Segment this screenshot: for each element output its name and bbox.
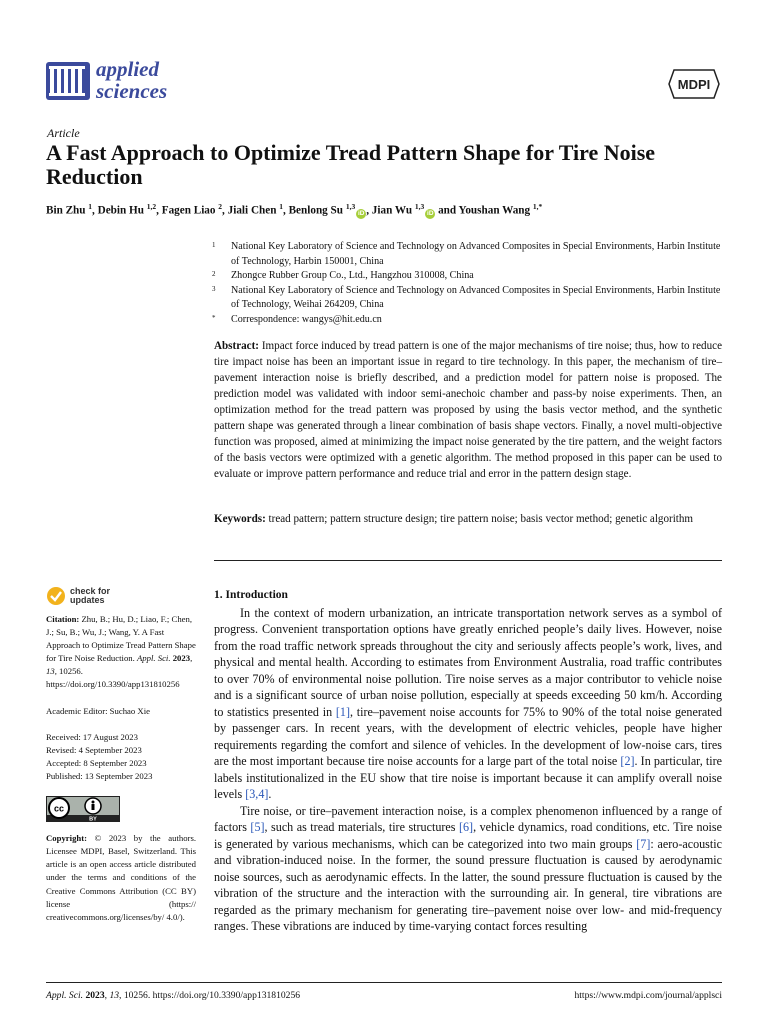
- paragraph: [214, 803, 722, 935]
- check-for-updates-button[interactable]: [46, 585, 110, 607]
- affiliation-text: National Key Laboratory of Science and Technology on Advanced Composites in Special Environments, Harbin Institute of Technology, Harbin 150001, China: [231, 241, 721, 267]
- abstract-label: Abstract:: [214, 340, 259, 352]
- author-name: Fagen Liao: [161, 204, 216, 217]
- footer-citation: Appl. Sci. 2023, 13, 10256. https://doi.org/10.3390/app131810256: [46, 990, 301, 1001]
- author-name: Benlong Su: [288, 204, 344, 217]
- keywords: [214, 511, 722, 527]
- affiliation-item: [212, 313, 722, 328]
- mdpi-hexagon-logo-icon: [668, 68, 720, 100]
- copyright-block: [46, 832, 196, 924]
- footer-journal-url[interactable]: https://www.mdpi.com/journal/applsci: [574, 990, 722, 1001]
- footer-divider: [46, 982, 722, 983]
- author-name: Youshan Wang: [458, 204, 531, 217]
- citation-year: 2023: [172, 653, 191, 664]
- journal-name: [96, 58, 167, 102]
- date-accepted: Accepted: 8 September 2023: [46, 757, 147, 768]
- section-heading: 1. Introduction: [214, 589, 288, 601]
- affiliation-text: National Key Laboratory of Science and Technology on Advanced Composites in Special Environments, Harbin Institute of Technology, Weihai 264209, China: [231, 284, 721, 310]
- author-name: Jian Wu: [371, 204, 413, 217]
- paragraph-text: . In particular, tire labels institutionalized in the EU show that tire noise is important because it can amplify overall noise levels: [214, 754, 722, 801]
- keywords-label: Keywords:: [214, 513, 266, 525]
- citation-link[interactable]: [7]: [636, 836, 651, 851]
- author-affiliation-mark: 1,3: [345, 202, 356, 211]
- author-affiliation-mark: 1,*: [532, 202, 543, 211]
- affiliation-mark: 3: [212, 284, 216, 293]
- citation-link[interactable]: [6]: [458, 820, 474, 834]
- affiliation-mark: *: [212, 313, 216, 322]
- journal-logo: [46, 58, 167, 102]
- abstract-text: Impact force induced by tread pattern is one of the major mechanisms of tire noise; thus, how to reduce tire impact noise has been an important issue in regard to tire technology. In this paper, the mechanism of tire–pavement interaction noise is briefly described, and a prediction model for pattern noise is proposed. The prediction model was validated with indoor semi-anechoic chamber and pass-by noise experiments. Then, an optimization method for the tread pattern was proposed by using the basis vector method, and the synthetic pattern shape was generated through a linear combination of basis shape vectors. Finally, a novel multi-objective function was proposed, aimed at minimizing the impact noise generated by the tire pattern, and the weight factors of the basis vectors were optimized with a genetic algorithm. The method proposed in this paper can be used to evaluate or improve pattern performance and reduce trial and error in the pattern design stage.: [214, 340, 722, 480]
- check-for-updates-line2: updates: [70, 595, 105, 605]
- citation-volume: 13: [46, 666, 55, 677]
- citation-text: Zhu, B.; Hu, D.; Liao, F.; Chen, J.; Su, B.; Wu, J.; Wang, Y. A Fast Approach to Optimize Tread Pattern Shape for Tire Noise Reduction.: [46, 614, 196, 664]
- author-separator: ,: [283, 204, 289, 217]
- affiliation-item: [212, 240, 722, 269]
- affiliation-text: Correspondence: wangys@hit.edu.cn: [231, 313, 382, 325]
- date-published: Published: 13 September 2023: [46, 770, 153, 781]
- author-affiliation-mark: 2: [218, 202, 223, 211]
- dates-block: [46, 731, 196, 783]
- affiliation-mark: 2: [212, 270, 216, 278]
- paragraph: [214, 605, 722, 803]
- academic-editor: Academic Editor: Suchao Xie: [46, 705, 150, 716]
- author-list: [46, 202, 736, 219]
- citation-journal: Appl. Sci.: [136, 653, 171, 664]
- affiliation-text: Zhongce Rubber Group Co., Ltd., Hangzhou 310008, China: [231, 270, 474, 281]
- introduction-section: [214, 587, 722, 935]
- author-affiliation-mark: 1,2: [146, 202, 157, 211]
- check-for-updates-icon: [46, 585, 66, 607]
- journal-name-line1: applied: [96, 57, 159, 81]
- article-title: A Fast Approach to Optimize Tread Pattern Shape for Tire Noise Reduction: [46, 140, 656, 189]
- journal-columns-logo-icon: [46, 62, 90, 100]
- author-affiliation-mark: 1: [279, 202, 283, 211]
- date-received: Received: 17 August 2023: [46, 731, 138, 742]
- keywords-text: tread pattern; pattern structure design; tire pattern noise; basis vector method; genetic algorithm: [268, 513, 694, 525]
- paragraph-text: Tire noise, or tire–pavement interaction noise, is a complex phenomenon influenced by a range of factors: [214, 803, 722, 834]
- author-affiliation-mark: 1,3: [414, 202, 425, 211]
- orcid-icon[interactable]: iD: [357, 209, 365, 217]
- author-name: Debin Hu: [97, 204, 144, 217]
- author-separator: ,: [156, 204, 162, 217]
- paragraph-text: , such as tread materials, tire structures: [264, 820, 459, 834]
- citation-block: Citation: Zhu, B.; Hu, D.; Liao, F.; Chen, J.; Su, B.; Wu, J.; Wang, Y. A Fast Approach to Optimize Tread Pattern Shape for Tire Noise Reduction. Appl. Sci. 2023, 13, 10256. https://doi.org/10.3390/app131810256: [46, 614, 196, 690]
- svg-text:cc: cc: [53, 803, 65, 814]
- author-name: Bin Zhu: [46, 204, 86, 217]
- footer-journal: Appl. Sci.: [46, 990, 84, 1001]
- author-affiliation-mark: 1: [88, 202, 93, 211]
- publisher-name: MDPI: [677, 77, 711, 92]
- abstract: [214, 338, 722, 482]
- orcid-icon[interactable]: iD: [427, 209, 434, 217]
- author-name: Jiali Chen: [227, 204, 277, 217]
- affiliation-mark: 1: [212, 241, 216, 249]
- citation-link[interactable]: [2]: [620, 754, 635, 768]
- paragraph-text: , vehicle dynamics, road conditions, etc. Tire noise is generated by various mechanisms, which can be categorized into two main groups: [214, 820, 722, 851]
- citation-doi-link[interactable]: https://doi.org/10.3390/app131810256: [46, 679, 180, 690]
- author-separator: and: [435, 204, 459, 217]
- section-divider: [214, 560, 722, 561]
- citation-article: , 10256.: [54, 666, 83, 677]
- paragraph-text: In the context of modern urbanization, an intricate transportation network serves as a symbol of progress. Convenient transportation options have greatly enriched people’s daily lives. However, noise from the road traffic network spreads throughout the city and seriously affects people’s work, lives, and physical and mental health. According to estimates from Environment Australia, road traffic contributes to over 70% of environmental noise pollution. Tire noise serves as a major contributor to vehicle noise and is a significant source of urban noise pollution, especially at speeds exceeding 50 km/h. According to statistics presented in: [214, 605, 722, 719]
- cc-by-badge-icon[interactable]: [46, 796, 120, 822]
- svg-text:BY: BY: [89, 816, 97, 823]
- footer-volume: 13: [109, 990, 120, 1001]
- affiliation-item: [212, 284, 722, 313]
- citation-link[interactable]: [5]: [250, 820, 265, 834]
- article-type: Article: [47, 126, 80, 140]
- author-separator: ,: [92, 204, 98, 217]
- footer-doi[interactable]: , 10256. https://doi.org/10.3390/app131810256: [119, 990, 301, 1001]
- affiliation-item: [212, 269, 722, 284]
- citation-link[interactable]: [1]: [335, 704, 350, 719]
- author-separator: ,: [366, 204, 372, 217]
- journal-name-line2: sciences: [96, 79, 168, 103]
- date-revised: Revised: 4 September 2023: [46, 744, 142, 755]
- author-separator: ,: [222, 204, 228, 217]
- paragraph-text: , tire–pavement noise accounts for 75% to 90% of the total noise generated by passenger cars. In recent years, with the development of electric vehicles, people have higher requirements regarding the comfort and silence of vehicles. In the development of low-noise cars, tires are the most important because tire noise accounts for a large part of the total noise: [214, 704, 722, 768]
- paragraph-text: .: [268, 787, 272, 801]
- citation-label: Citation:: [46, 614, 80, 624]
- affiliations: [212, 240, 722, 327]
- sidebar: [46, 613, 196, 937]
- copyright-text: © 2023 by the authors. Licensee MDPI, Basel, Switzerland. This article is an open access article distributed under the terms and conditions of the Creative Commons Attribution (CC BY) license (https:// creativecommons.org/licenses/by/ 4.0/).: [46, 833, 196, 922]
- paragraph-text: : aero-acoustic and vibration-induced noise. In the former, the sound pressure fluctuation is caused by aerodynamic noise sources, such as aerodynamic effects. In the latter, the sound pressure fluctuation is caused by the vibration of the structure and the interaction with the surrounding air. In general, tire vibrations are regarded as the primary mechanism for generating tire–pavement noise over low- and mid-frequency ranges. These vibrations are induced by time-varying contact forces resulting: [214, 836, 722, 933]
- check-for-updates-line1: check for: [70, 586, 111, 596]
- citation-link[interactable]: [3,4]: [245, 787, 269, 801]
- copyright-label: Copyright:: [46, 833, 88, 844]
- footer-year: 2023: [85, 990, 105, 1001]
